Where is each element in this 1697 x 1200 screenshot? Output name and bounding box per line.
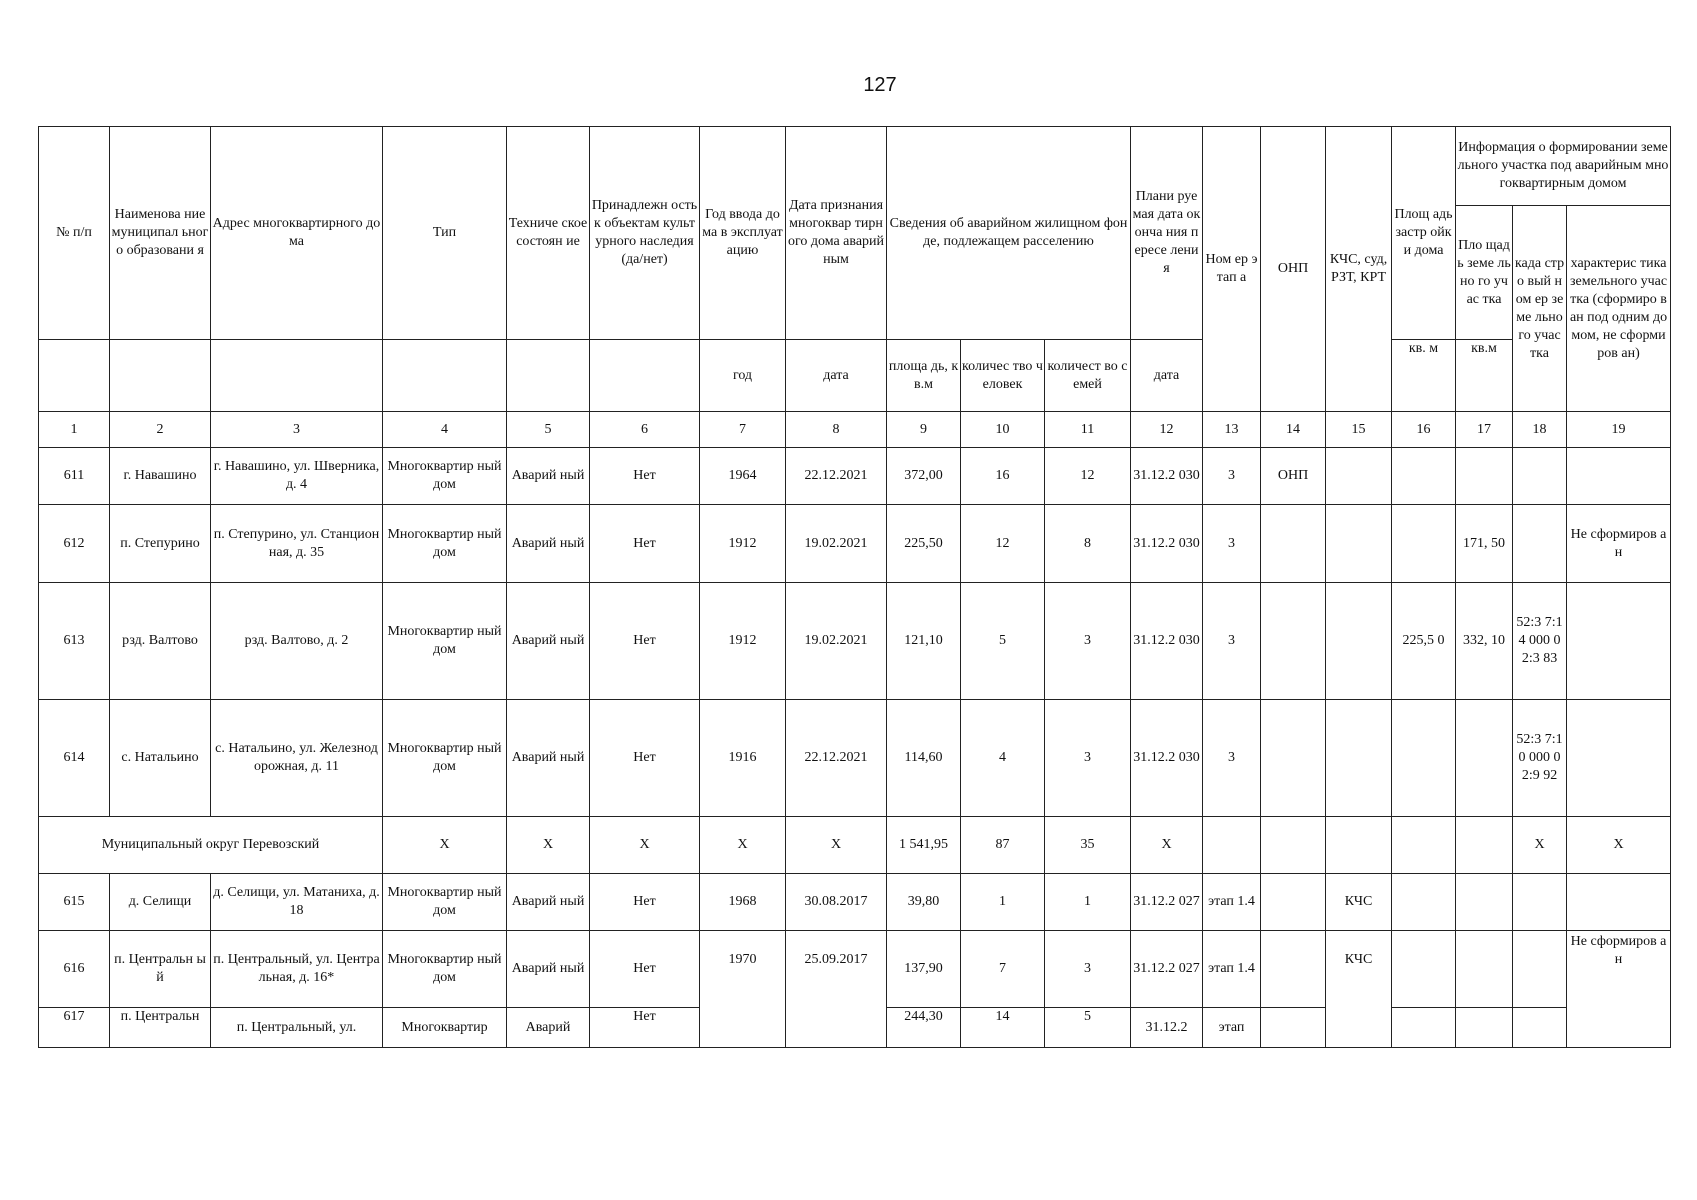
subtotal-x: X: [1513, 817, 1567, 874]
subtotal-x: X: [507, 817, 590, 874]
header-plot-area-unit: кв.м: [1456, 340, 1513, 412]
cell-families: 1: [1045, 874, 1131, 931]
cell-date: 30.08.2017: [786, 874, 887, 931]
cell-type: Многоквартир ный дом: [383, 448, 507, 505]
cell-date: 19.02.2021: [786, 583, 887, 700]
cell-address: с. Натальино, ул. Железнодорожная, д. 11: [211, 700, 383, 817]
cell-municipality: с. Натальино: [110, 700, 211, 817]
subtotal-x: X: [590, 817, 700, 874]
header-area-sub: площа дь, кв.м: [887, 340, 961, 412]
column-number: 12: [1131, 412, 1203, 448]
cell-area: 114,60: [887, 700, 961, 817]
cell-plot-char: [1567, 583, 1671, 700]
cell-state: Аварий ный: [507, 931, 590, 1008]
column-number: 19: [1567, 412, 1671, 448]
cell-end-date: 31.12.2 030: [1131, 583, 1203, 700]
header-heritage: Принадлежн ость к объектам культурного наследия (да/нет): [590, 127, 700, 340]
column-number: 14: [1261, 412, 1326, 448]
cell-plot-char: Не сформиров ан: [1567, 505, 1671, 583]
header-plot-info: Информация о формировании земельного участка под аварийным многоквартирным домом: [1456, 127, 1671, 206]
header-housing-info: Сведения об аварийном жилищном фонде, подлежащем расселению: [887, 127, 1131, 340]
cell-end-date: 31.12.2: [1131, 1008, 1203, 1048]
cell-area: 39,80: [887, 874, 961, 931]
cell-plot-area: [1456, 1008, 1513, 1048]
table-row: [39, 874, 1671, 931]
cell-cadastral: 52:3 7:14 000 02:3 83: [1513, 583, 1567, 700]
cell-number: 616: [39, 931, 110, 1008]
cell-area: 244,30: [887, 1008, 961, 1048]
cell-end-date: 31.12.2 027: [1131, 931, 1203, 1008]
cell-area: 225,50: [887, 505, 961, 583]
cell-municipality: п. Центральн: [110, 1008, 211, 1048]
cell-kchs: [1326, 505, 1392, 583]
cell-people: 14: [961, 1008, 1045, 1048]
cell-end-date: 31.12.2 027: [1131, 874, 1203, 931]
cell-heritage: Нет: [590, 583, 700, 700]
cell-date: 22.12.2021: [786, 700, 887, 817]
cell-kchs: [1326, 448, 1392, 505]
cell-families: 12: [1045, 448, 1131, 505]
column-number: 17: [1456, 412, 1513, 448]
cell-people: 5: [961, 583, 1045, 700]
header-type: Тип: [383, 127, 507, 340]
cell-type: Многоквартир ный дом: [383, 505, 507, 583]
cell-area: 137,90: [887, 931, 961, 1008]
subtotal-x: X: [1131, 817, 1203, 874]
cell-kchs: [1326, 583, 1392, 700]
cell-kchs: [1326, 700, 1392, 817]
cell-people: 7: [961, 931, 1045, 1008]
column-number: 18: [1513, 412, 1567, 448]
column-number: 9: [887, 412, 961, 448]
cell-plot-char: Не сформиров ан: [1567, 931, 1671, 1048]
cell-cadastral: [1513, 1008, 1567, 1048]
column-number: 16: [1392, 412, 1456, 448]
cell-type: Многоквартир ный дом: [383, 700, 507, 817]
header-onp: ОНП: [1261, 127, 1326, 412]
column-number: 10: [961, 412, 1045, 448]
cell-year: 1912: [700, 583, 786, 700]
subtotal-x: X: [700, 817, 786, 874]
cell-building-area: [1392, 505, 1456, 583]
header-number: № п/п: [39, 127, 110, 340]
column-number: 5: [507, 412, 590, 448]
cell-date: 25.09.2017: [786, 931, 887, 1048]
cell-area: 121,10: [887, 583, 961, 700]
cell-heritage: Нет: [590, 700, 700, 817]
cell-building-area: [1392, 1008, 1456, 1048]
cell-number: 611: [39, 448, 110, 505]
cell-cadastral: [1513, 448, 1567, 505]
subtotal-x: X: [1567, 817, 1671, 874]
column-number: 15: [1326, 412, 1392, 448]
cell-municipality: д. Селищи: [110, 874, 211, 931]
cell-kchs: КЧС: [1326, 874, 1392, 931]
column-number: 6: [590, 412, 700, 448]
cell-plot-area: [1456, 931, 1513, 1008]
cell-onp: [1261, 1008, 1326, 1048]
table-row: [39, 448, 1671, 505]
cell-building-area: [1392, 931, 1456, 1008]
cell-number: 614: [39, 700, 110, 817]
cell-building-area: [1392, 700, 1456, 817]
cell-heritage: Нет: [590, 931, 700, 1008]
cell-state: Аварий ный: [507, 448, 590, 505]
header-people-sub: количес тво человек: [961, 340, 1045, 412]
table-row: [39, 700, 1671, 817]
cell-families: 8: [1045, 505, 1131, 583]
header-state: Техниче ское состоян ие: [507, 127, 590, 340]
column-number: 8: [786, 412, 887, 448]
header-plot-char: характерис тика земельного участка (сформиро ван под одним домом, не сформиров ан): [1567, 206, 1671, 412]
header-end-date-sub: дата: [1131, 340, 1203, 412]
cell-heritage: Нет: [590, 874, 700, 931]
column-number: 7: [700, 412, 786, 448]
cell-cadastral: [1513, 505, 1567, 583]
cell-plot-area: 332, 10: [1456, 583, 1513, 700]
header-end-date: Плани руемая дата оконча ния пересе ления: [1131, 127, 1203, 340]
cell-families: 3: [1045, 700, 1131, 817]
cell-state: Аварий ный: [507, 874, 590, 931]
column-number: 2: [110, 412, 211, 448]
cell-stage: этап 1.4: [1203, 931, 1261, 1008]
cell-onp: [1261, 583, 1326, 700]
cell-date: 19.02.2021: [786, 505, 887, 583]
header-heritage-sub: [590, 340, 700, 412]
cell-heritage: Нет: [590, 505, 700, 583]
subtotal-x: X: [786, 817, 887, 874]
cell-end-date: 31.12.2 030: [1131, 700, 1203, 817]
cell-municipality: п. Центральн ый: [110, 931, 211, 1008]
cell-type: Многоквартир: [383, 1008, 507, 1048]
header-address-sub: [211, 340, 383, 412]
header-number-sub: [39, 340, 110, 412]
cell-plot-area: [1456, 874, 1513, 931]
header-state-sub: [507, 340, 590, 412]
header-building-area: Площ адь застр ойки дома: [1392, 127, 1456, 340]
cell-onp: ОНП: [1261, 448, 1326, 505]
cell-municipality: г. Навашино: [110, 448, 211, 505]
cell-stage: 3: [1203, 583, 1261, 700]
cell-state: Аварий ный: [507, 583, 590, 700]
cell-plot-area: [1456, 700, 1513, 817]
cell-year: 1970: [700, 931, 786, 1048]
header-building-area-unit: кв. м: [1392, 340, 1456, 412]
cell-year: 1968: [700, 874, 786, 931]
cell-address: рзд. Валтово, д. 2: [211, 583, 383, 700]
cell-heritage: Нет: [590, 448, 700, 505]
column-number: 4: [383, 412, 507, 448]
column-number: 13: [1203, 412, 1261, 448]
cell-type: Многоквартир ный дом: [383, 583, 507, 700]
header-kchs: КЧС, суд, РЗТ, КРТ: [1326, 127, 1392, 412]
register-table: [38, 126, 1671, 1048]
cell-stage: 3: [1203, 505, 1261, 583]
subtotal-families: 35: [1045, 817, 1131, 874]
cell-type: Многоквартир ный дом: [383, 931, 507, 1008]
cell-stage: этап: [1203, 1008, 1261, 1048]
header-municipality-sub: [110, 340, 211, 412]
cell-onp: [1261, 505, 1326, 583]
header-stage: Ном ер этап а: [1203, 127, 1261, 412]
cell-cadastral: [1513, 931, 1567, 1008]
header-cadastral: када стро вый ном ер земе льно го учас тка: [1513, 206, 1567, 412]
subtotal-people: 87: [961, 817, 1045, 874]
header-address: Адрес многоквартирного дома: [211, 127, 383, 340]
cell-plot-area: 171, 50: [1456, 505, 1513, 583]
header-families-sub: количест во семей: [1045, 340, 1131, 412]
header-plot-area: Пло щадь земе льно го учас тка: [1456, 206, 1513, 340]
cell-number: 617: [39, 1008, 110, 1048]
cell-onp: [1261, 700, 1326, 817]
cell-year: 1912: [700, 505, 786, 583]
cell-year: 1916: [700, 700, 786, 817]
subtotal-label: Муниципальный округ Перевозский: [39, 817, 383, 874]
cell-state: Аварий ный: [507, 505, 590, 583]
header-recognition-date: Дата признания многоквар тирного дома аварийным: [786, 127, 887, 340]
subtotal-area: 1 541,95: [887, 817, 961, 874]
cell-onp: [1261, 874, 1326, 931]
cell-municipality: рзд. Валтово: [110, 583, 211, 700]
column-number: 3: [211, 412, 383, 448]
cell-address: д. Селищи, ул. Матаниха, д. 18: [211, 874, 383, 931]
cell-state: Аварий ный: [507, 700, 590, 817]
cell-families: 3: [1045, 583, 1131, 700]
cell-address: п. Центральный, ул.: [211, 1008, 383, 1048]
cell-families: 3: [1045, 931, 1131, 1008]
cell-stage: 3: [1203, 700, 1261, 817]
cell-stage: этап 1.4: [1203, 874, 1261, 931]
cell-end-date: 31.12.2 030: [1131, 448, 1203, 505]
cell-building-area: 225,5 0: [1392, 583, 1456, 700]
cell-heritage: Нет: [590, 1008, 700, 1048]
cell-area: 372,00: [887, 448, 961, 505]
cell-plot-char: [1567, 874, 1671, 931]
header-date-sub: дата: [786, 340, 887, 412]
cell-cadastral: 52:3 7:10 000 02:9 92: [1513, 700, 1567, 817]
cell-building-area: [1392, 448, 1456, 505]
cell-year: 1964: [700, 448, 786, 505]
cell-plot-char: [1567, 700, 1671, 817]
cell-people: 1: [961, 874, 1045, 931]
cell-state: Аварий: [507, 1008, 590, 1048]
page-number: 127: [863, 74, 897, 96]
header-year-sub: год: [700, 340, 786, 412]
column-number: 1: [39, 412, 110, 448]
cell-end-date: 31.12.2 030: [1131, 505, 1203, 583]
cell-address: п. Степурино, ул. Станционная, д. 35: [211, 505, 383, 583]
header-type-sub: [383, 340, 507, 412]
cell-address: п. Центральный, ул. Центральная, д. 16*: [211, 931, 383, 1008]
cell-cadastral: [1513, 874, 1567, 931]
cell-plot-area: [1456, 448, 1513, 505]
cell-people: 12: [961, 505, 1045, 583]
table-row: [39, 583, 1671, 700]
cell-number: 612: [39, 505, 110, 583]
cell-people: 16: [961, 448, 1045, 505]
column-number: 11: [1045, 412, 1131, 448]
cell-building-area: [1392, 874, 1456, 931]
cell-onp: [1261, 931, 1326, 1008]
cell-families: 5: [1045, 1008, 1131, 1048]
cell-stage: 3: [1203, 448, 1261, 505]
cell-number: 615: [39, 874, 110, 931]
subtotal-row: [39, 817, 1671, 874]
cell-date: 22.12.2021: [786, 448, 887, 505]
subtotal-x: X: [383, 817, 507, 874]
header-municipality: Наименова ние муниципал ьного образовани я: [110, 127, 211, 340]
cell-type: Многоквартир ный дом: [383, 874, 507, 931]
cell-municipality: п. Степурино: [110, 505, 211, 583]
table-row: [39, 505, 1671, 583]
cell-plot-char: [1567, 448, 1671, 505]
cell-kchs: КЧС: [1326, 931, 1392, 1048]
cell-address: г. Навашино, ул. Шверника, д. 4: [211, 448, 383, 505]
header-year: Год ввода дома в эксплуат ацию: [700, 127, 786, 340]
cell-number: 613: [39, 583, 110, 700]
table-row: [39, 931, 1671, 1008]
cell-people: 4: [961, 700, 1045, 817]
